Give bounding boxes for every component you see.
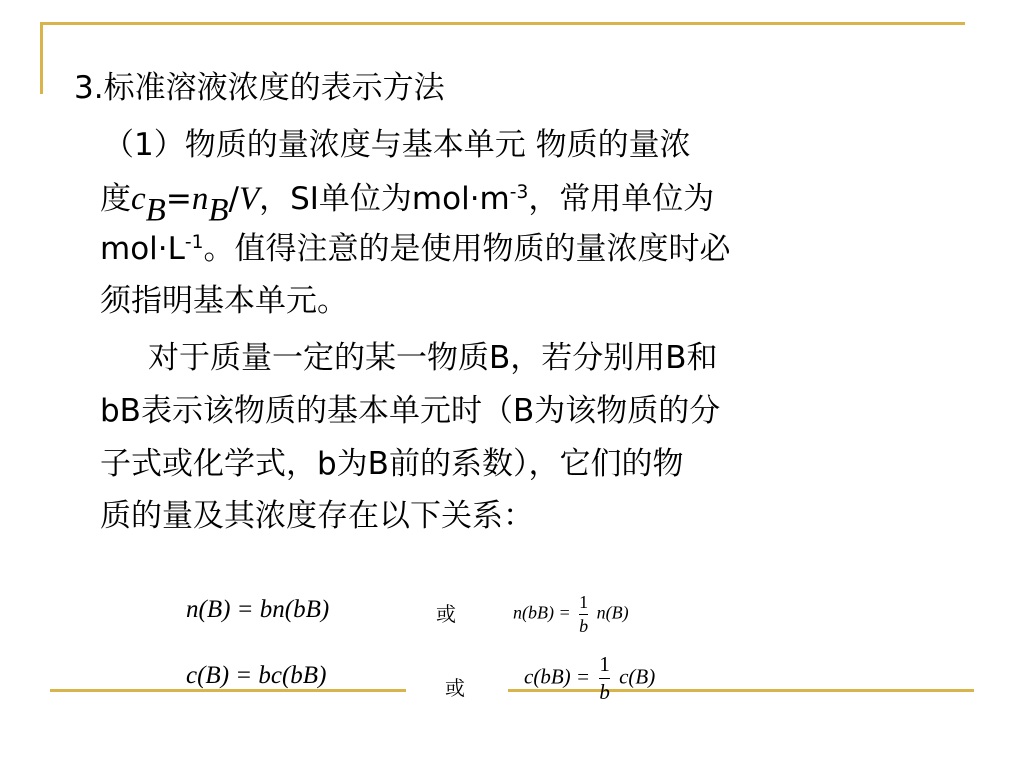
para2-line3: 子式或化学式，b为B前的系数），它们的物 (100, 446, 684, 482)
fraction: $\frac{1}{b}$ (599, 652, 610, 704)
para2-line1: 对于质量一定的某一物质B，若分别用B和 (148, 340, 718, 376)
para1-line3: $mol\cdot L^{-1}$。值得注意的是使用物质的量浓度时必 (100, 231, 731, 267)
para1-line1: （1）物质的量浓度与基本单元 物质的量浓 (103, 127, 691, 163)
formula-n: n(B) = bn(bB) (186, 596, 330, 623)
para2-line2: bB表示该物质的基本单元时（B为该物质的分 (100, 393, 721, 429)
slide-heading: 3.标准溶液浓度的表示方法 (74, 70, 445, 106)
para1-line4: 须指明基本单元。 (100, 283, 348, 319)
formula-c: c(B) = bc(bB) (186, 662, 327, 689)
para2-line4: 质的量及其浓度存在以下关系： (100, 498, 534, 534)
top-rule (40, 22, 965, 25)
para1-line2: 度$c_B=n_B/V$，SI单位为$mol\cdot m^{-3}$，常用单位为 (100, 181, 715, 229)
or-label-2: 或 (445, 676, 465, 700)
fraction: $\frac{1}{b}$ (579, 592, 589, 636)
formula-c-frac: c(bB) = $\frac{1}{b}$ c(B) (524, 652, 656, 704)
left-rule (40, 22, 43, 94)
or-label-1: 或 (436, 602, 456, 626)
formula-n-frac: n(bB) = $\frac{1}{b}$ n(B) (513, 592, 629, 636)
